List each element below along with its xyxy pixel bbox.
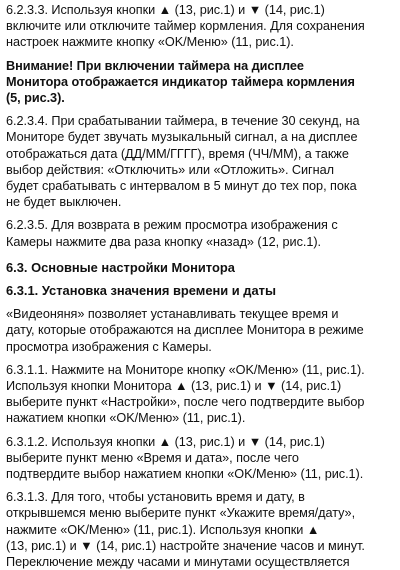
paragraph-6-3-1-2: 6.3.1.2. Используя кнопки ▲ (13, рис.1) и ▼ (14, рис.1) выберите пункт меню «Время и дата», после чего подтвердите выбор нажатием кнопки «OK/Меню» (11, рис.1). — [6, 434, 364, 482]
paragraph-6-2-3-5: 6.2.3.5. Для возврата в режим просмотра изображения с Камеры нажмите два раза кнопку «назад» (12, рис.1). — [6, 218, 338, 249]
paragraph-6-2-3-3: 6.2.3.3. Используя кнопки ▲ (13, рис.1) и ▼ (14, рис.1) включите или отключите таймер кормления. Для сохранения настроек нажмите кнопку «OK/Меню» (11, рис.1). — [6, 3, 365, 50]
section-heading-6-3: 6.3. Основные настройки Монитора — [6, 259, 235, 275]
paragraph-6-3-1-1: 6.3.1.1. Нажмите на Мониторе кнопку «OK/Меню» (11, рис.1). Используя кнопки Монитора ▲ (13, рис.1) и ▼ (14, рис.1) выберите пункт «Настройки», после чего подтвердите выбор нажатием кнопки «OK/Меню» (11, рис.1). — [6, 362, 365, 426]
paragraph-6-3-1-3: 6.3.1.3. Для того, чтобы установить время и дату, в открывшемся меню выберите пункт «Укажите время/дату», нажмите «OK/Меню» (11, рис.1). Используя кнопки ▲ (13, рис.1) и ▼ (14, рис.1) настройте значение часов и минут. Переключение между часами и минутами осуществляется — [6, 490, 365, 570]
subsection-heading-6-3-1: 6.3.1. Установка значения времени и даты — [6, 283, 276, 299]
paragraph-intro: «Видеоняня» позволяет устанавливать текущее время и дату, которые отображаются на дисплее Монитора в режиме просмотра изображения с Камеры. — [6, 307, 364, 354]
warning-paragraph: Внимание! При включении таймера на дисплее Монитора отображается индикатор таймера кормления (5, рис.3). — [6, 58, 355, 106]
paragraph-6-2-3-4: 6.2.3.4. При срабатывании таймера, в течение 30 секунд, на Мониторе будет звучать музыкальный сигнал, а на дисплее отображаться дата (ДД/ММ/ГГГГ), время (ЧЧ/ММ), а также выбор действия: «Отключить» или «Отложить». Сигнал будет срабатывать с интервалом в 5 минут до тех пор, пока не будет выключен. — [6, 114, 360, 210]
